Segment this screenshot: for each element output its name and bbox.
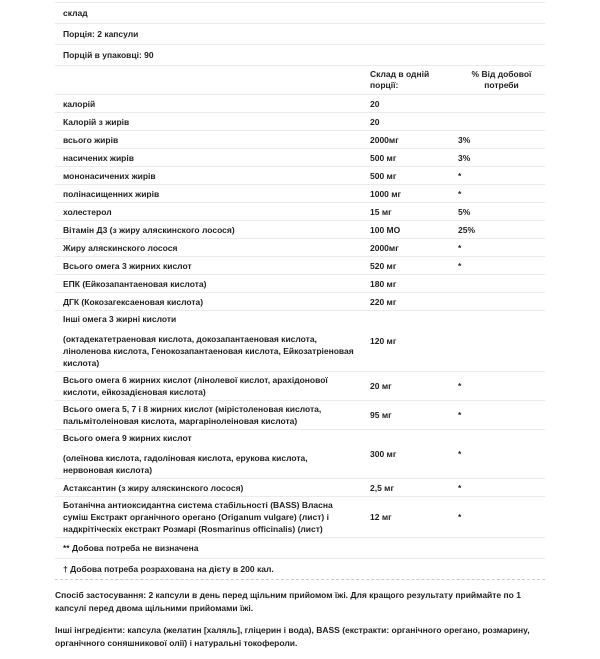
nutrient-percent-dv: * <box>458 260 462 271</box>
nutrient-row <box>55 95 545 113</box>
nutrient-amount: 2,5 мг <box>370 482 395 493</box>
nutrient-row <box>55 131 545 149</box>
nutrient-name: Вітамін Д3 (з жиру аляскинского лосося) <box>63 224 235 235</box>
nutrient-percent-dv: 25% <box>458 224 476 235</box>
nutrient-name: Всього омега 5, 7 і 8 жирних кислот (мірістоленовая кислота, пальмітолеіновая кислота, маргарінолеіновая кислота) <box>63 404 322 426</box>
nutrient-name: Інші омега 3 жирні кислоти (октадекатетраеновая кислота, докозапантаеновая кислота, ліноленова кислота, Генокозапантаеновая кислота, Ейкозатріеновая кислота) <box>63 314 354 368</box>
nutrient-row <box>55 185 545 203</box>
nutrient-row <box>55 372 545 401</box>
nutrient-percent-dv: 5% <box>458 206 471 217</box>
nutrient-amount: 15 мг <box>370 206 392 217</box>
other-ingredients-paragraph: Інші інгредієнти: капсула (желатин [халяль], гліцерин і вода), BASS (екстракти: органічного орегано, розмарину, органічного соняшникової олії) і натуральні токофероли. <box>55 625 530 648</box>
nutrient-amount: 20 <box>370 98 380 109</box>
nutrient-percent-dv: 3% <box>458 152 471 163</box>
nutrient-percent-dv: * <box>458 449 462 459</box>
nutrient-name: Всього омега 6 жирних кислот (лінолевої кислот, арахідонової кислоти, ейкозадієновая кислота) <box>63 375 328 397</box>
nutrient-amount: 2000мг <box>370 242 399 253</box>
nutrient-percent-dv: * <box>458 381 462 391</box>
nutrient-row <box>55 167 545 185</box>
nutrient-row <box>55 430 545 479</box>
nutrient-amount: 300 мг <box>370 449 397 459</box>
nutrient-row <box>55 221 545 239</box>
nutrient-row <box>55 149 545 167</box>
nutrient-percent-dv: * <box>458 482 462 493</box>
nutrient-amount: 120 мг <box>370 336 397 346</box>
nutrition-rows <box>55 95 545 538</box>
composition-title: склад <box>55 3 545 24</box>
nutrient-percent-dv: * <box>458 410 462 420</box>
header-amount-per-serving: Склад в одній порції: <box>370 69 430 90</box>
nutrient-name: Жиру аляскинского лосося <box>63 242 178 253</box>
nutrient-amount: 95 мг <box>370 410 392 420</box>
footnote-daily-value-basis: † Добова потреба розрахована на дієту в 200 кал. <box>55 559 545 580</box>
nutrient-name: насичених жирів <box>63 152 134 163</box>
nutrient-amount: 20 мг <box>370 381 392 391</box>
directions-paragraph: Спосіб застосування: 2 капсули в день перед щільним прийомом їжі. Для кращого результату приймайте по 1 капсулі перед двома щільними прийомами їжі. <box>55 590 521 613</box>
nutrient-amount: 100 МО <box>370 224 401 235</box>
serving-size-row: Порція: 2 капсули <box>55 24 545 45</box>
nutrient-row <box>55 275 545 293</box>
nutrient-percent-dv: 3% <box>458 134 471 145</box>
nutrient-amount: 12 мг <box>370 512 392 522</box>
nutrient-row <box>55 497 545 538</box>
header-percent-daily-value: % Від добової потреби <box>471 69 532 90</box>
nutrient-amount: 500 мг <box>370 170 397 181</box>
nutrient-name: калорій <box>63 98 96 109</box>
nutrient-name: ДГК (Кокозагексаеновая кислота) <box>63 296 204 307</box>
nutrient-percent-dv: * <box>458 242 462 253</box>
nutrient-name: Калорій з жирів <box>63 116 130 127</box>
supplement-facts-table <box>55 2 545 580</box>
nutrient-amount: 520 мг <box>370 260 397 271</box>
nutrient-name: полінасищенних жирів <box>63 188 160 199</box>
supplement-facts-panel <box>55 2 545 659</box>
nutrient-row <box>55 203 545 221</box>
nutrient-row <box>55 479 545 497</box>
nutrient-row <box>55 311 545 372</box>
nutrient-amount: 220 мг <box>370 296 397 307</box>
servings-per-container-row: Порцій в упаковці: 90 <box>55 45 545 66</box>
table-header-row <box>55 66 545 95</box>
nutrient-amount: 20 <box>370 116 380 127</box>
nutrient-name: Астаксантин (з жиру аляскинского лосося) <box>63 482 244 493</box>
nutrient-amount: 500 мг <box>370 152 397 163</box>
footnote-daily-value-undefined: ** Добова потреба не визначена <box>55 538 545 559</box>
nutrient-percent-dv: * <box>458 512 462 522</box>
nutrient-name: мононасичених жирів <box>63 170 156 181</box>
nutrient-name: Ботанічна антиоксидантна система стабільності (BASS) Власна суміш Екстракт органічного орегано (Origanum vulgare) (лист) і надкрітіческіх екстракт Розмарі (Rosmarinus officinalis) (лист) <box>63 500 333 534</box>
nutrient-row <box>55 401 545 430</box>
nutrient-amount: 2000мг <box>370 134 399 145</box>
usage-and-ingredients <box>55 589 545 649</box>
nutrient-amount: 180 мг <box>370 278 397 289</box>
nutrient-name: Всього омега 3 жирних кислот <box>63 260 192 271</box>
nutrient-name: всього жирів <box>63 134 119 145</box>
nutrient-row <box>55 239 545 257</box>
nutrient-name: холестерол <box>63 206 112 217</box>
nutrient-row <box>55 257 545 275</box>
nutrient-percent-dv: * <box>458 170 462 181</box>
nutrient-name: ЕПК (Ейкозапантаеновая кислота) <box>63 278 207 289</box>
nutrient-amount: 1000 мг <box>370 188 402 199</box>
nutrient-percent-dv: * <box>458 188 462 199</box>
nutrient-name: Всього омега 9 жирних кислот (олеїнова кислота, гадоліновая кислота, ерукова кислота, нервоновая кислота) <box>63 433 308 475</box>
nutrient-row <box>55 113 545 131</box>
nutrient-row <box>55 293 545 311</box>
